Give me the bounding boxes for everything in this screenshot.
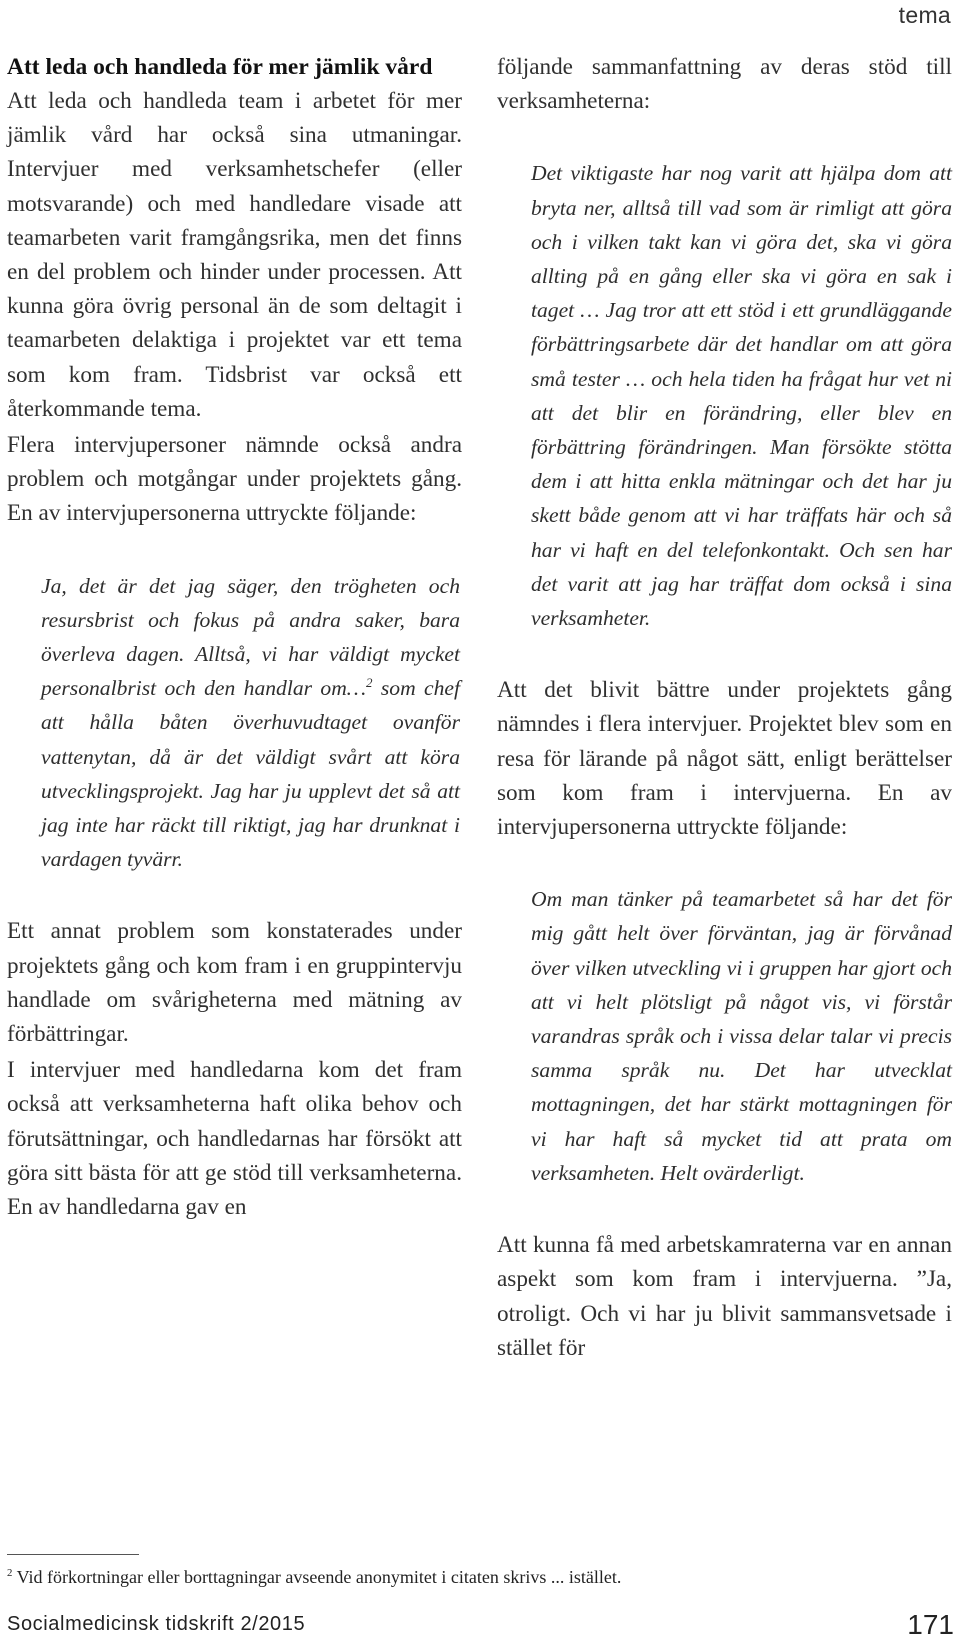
section-heading: Att leda och handleda för mer jämlik vård [7, 54, 433, 80]
paragraph: följande sammanfattning av deras stöd till verksamheterna: [497, 54, 952, 115]
footnote-number: 2 [7, 1567, 13, 1579]
footnote-ref[interactable]: 2 [366, 675, 373, 691]
footnote-text: Vid förkortningar eller borttagningar avseende anonymitet i citaten skrivs ... istället. [12, 1567, 622, 1587]
paragraph: Att kunna få med arbetskamraterna var en annan aspekt som kom fram i intervjuerna. ”Ja, otroligt. Och vi har ju blivit sammansvetsade i stället för [497, 1232, 952, 1361]
section-tag: tema [898, 2, 951, 28]
footnote-divider [7, 1554, 139, 1555]
paragraph: I intervjuer med handledarna kom det fram också att verksamheterna haft olika behov och förutsättningar, och handledarnas har försökt att göra sitt bästa för att ge stöd till verksamheterna. En av handledarna gav en [7, 1057, 462, 1221]
footnote [7, 1566, 947, 1588]
quote-text: som chef att hålla båten överhuvudtaget ovanför vattenytan, då är det väldigt svårt att köra utvecklingsprojekt. Jag har ju upplevt det så att jag inte har räckt till riktigt, jag har drunknat i vardagen tyvärr. [41, 676, 461, 872]
paragraph: Att leda och handleda team i arbetet för mer jämlik vård har också sina utmaningar. Intervjuer med verksamhetschefer (eller motsvarande) och med handledare visade att teamarbeten varit framgångsrika, men det finns en del problem och hinder under processen. Att kunna göra övrig personal än de som deltagit i teamarbeten delaktiga i projektet var ett tema som kom fram. Tidsbrist var också ett återkommande tema. [7, 88, 462, 422]
left-column [7, 50, 462, 1224]
quote-text: Ja, det är det jag säger, den trögheten och resursbrist och fokus på andra saker, bara överleva dagen. Alltså, vi har väldigt mycket personalbrist och den handlar om… [41, 573, 460, 701]
interview-quote: Det viktigaste har nog varit att hjälpa dom att bryta ner, alltså till vad som är rimligt att göra och i vilken takt kan vi göra det, ska vi göra allting på en gång eller ska vi göra en sak i taget … Jag tror att ett stöd i ett grundläggande förbättringsarbete där det handlar om att göra små tester … och hela tiden ha frågat hur vet ni att det blir en förändring, eller blev en förbättring förändringen. Man försökte stötta dem i att hitta enkla mätningar och det har ju skett både genom att vi har träffats här och så har vi haft en del telefonkontakt. Och sen har det varit att jag har träffat dom också i sina verksamheter. [531, 161, 952, 631]
right-column [497, 50, 952, 1365]
journal-title: Socialmedicinsk tidskrift 2/2015 [7, 1613, 306, 1635]
interview-quote [7, 569, 462, 877]
paragraph: Flera intervjupersoner nämnde också andra problem och motgångar under projektets gång. En av intervjupersonerna uttryckte följande: [7, 432, 462, 527]
paragraph: Att det blivit bättre under projektets gång nämndes i flera intervjuer. Projektet blev som en resa för lärande på något sätt, enligt berättelser som kom fram i intervjuerna. En av intervjupersonerna uttryckte följande: [497, 677, 952, 841]
paragraph: Ett annat problem som konstaterades under projektets gång och kom fram i en gruppintervju handlade om svårigheterna med mätning av förbättringar. [7, 918, 462, 1048]
interview-quote: Om man tänker på teamarbetet så har det för mig gått helt över förväntan, jag är förvånad över vilken utveckling vi i gruppen har gjort och att vi helt plötsligt på något vis, vi förstår varandras språk och i vissa delar talar vi precis samma språk nu. Det har utvecklat mottagningen, det har stärkt mottagningen för vi har haft så mycket tid att prata om verksamheten. Helt ovärderligt. [531, 887, 952, 1185]
page-number: 171 [907, 1609, 954, 1640]
